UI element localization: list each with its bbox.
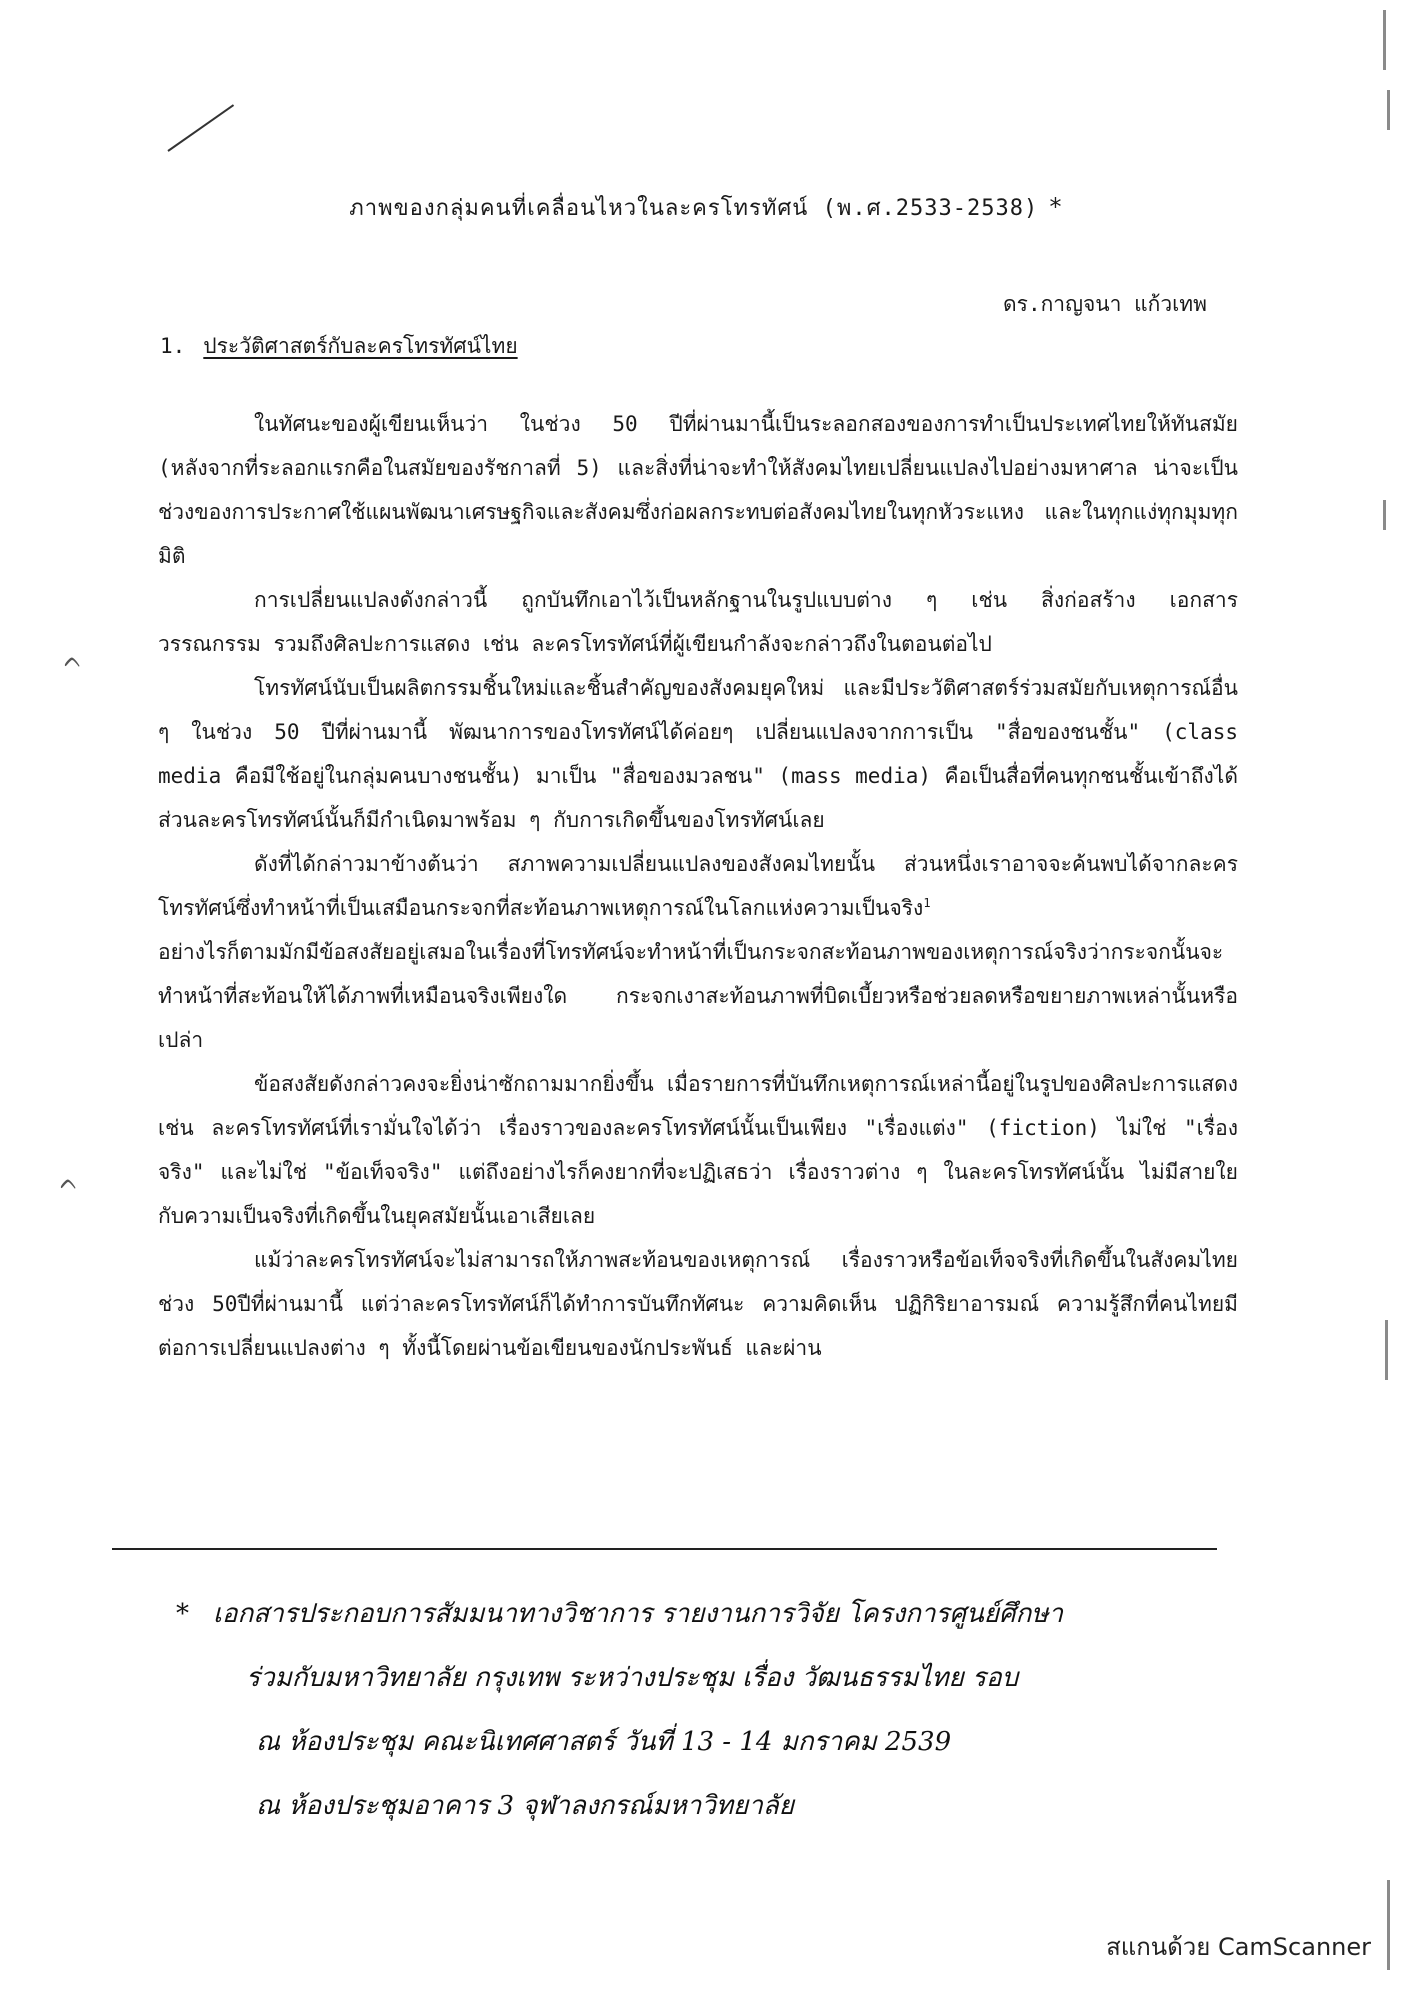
- section-number: 1.: [160, 334, 186, 358]
- footnote-line: ณ ห้องประชุมอาคาร 3 จุฬาลงกรณ์มหาวิทยาลัย: [256, 1791, 794, 1821]
- paragraph: [158, 842, 1238, 930]
- paragraph: ข้อสงสัยดังกล่าวคงจะยิ่งน่าซักถามมากยิ่งขึ้น เมื่อรายการที่บันทึกเหตุการณ์เหล่านี้อยู่ในรูปของศิลปะการแสดง เช่น ละครโทรทัศน์ที่เรามั่นใจได้ว่า เรื่องราวของละครโทรทัศน์นั้นเป็นเพียง "เรื่องแต่ง" (fiction) ไม่ใช่ "เรื่องจริง" และไม่ใช่ "ข้อเท็จจริง" แต่ถึงอย่างไรก็คงยากที่จะปฏิเสธว่า เรื่องราวต่าง ๆ ในละครโทรทัศน์นั้น ไม่มีสายใยกับความเป็นจริงที่เกิดขึ้นในยุคสมัยนั้นเอาเสียเลย: [158, 1072, 1238, 1228]
- paragraph: ในทัศนะของผู้เขียนเห็นว่า ในช่วง 50 ปีที่ผ่านมานี้เป็นระลอกสองของการทำเป็นประเทศไทยให้ทันสมัย (หลังจากที่ระลอกแรกคือในสมัยของรัชกาลที่ 5) และสิ่งที่น่าจะทำให้สังคมไทยเปลี่ยนแปลงไปอย่างมหาศาล น่าจะเป็นช่วงของการประกาศใช้แผนพัฒนาเศรษฐกิจและสังคมซึ่งก่อผลกระทบต่อสังคมไทยในทุกหัวระแหง และในทุกแง่ทุกมุมทุกมิติ: [158, 412, 1238, 568]
- hole-punch-mark: ᨈ: [60, 1170, 79, 1195]
- footnote-asterisk: *: [176, 1599, 189, 1629]
- document-title: [0, 190, 1413, 225]
- footnote-line: ร่วมกับมหาวิทยาลัย กรุงเทพ ระหว่างประชุม เรื่อง วัฒนธรรมไทย รอบ: [246, 1663, 1019, 1693]
- section-title: ประวัติศาสตร์กับละครโทรทัศน์ไทย: [203, 334, 518, 358]
- paragraph: แม้ว่าละครโทรทัศน์จะไม่สามารถให้ภาพสะท้อนของเหตุการณ์ เรื่องราวหรือข้อเท็จจริงที่เกิดขึ้นในสังคมไทยช่วง 50ปีที่ผ่านมานี้ แต่ว่าละครโทรทัศน์ก็ได้ทำการบันทึกทัศนะ ความคิดเห็น ปฏิกิริยาอารมณ์ ความรู้สึกที่คนไทยมีต่อการเปลี่ยนแปลงต่าง ๆ ทั้งนี้โดยผ่านข้อเขียนของนักประพันธ์ และผ่าน: [158, 1248, 1238, 1360]
- body-text: [158, 402, 1238, 1370]
- pen-stroke-mark: [167, 104, 234, 152]
- title-asterisk: *: [1048, 193, 1064, 221]
- section-heading: [160, 330, 518, 363]
- paragraph: อย่างไรก็ตามมักมีข้อสงสัยอยู่เสมอในเรื่องที่โทรทัศน์จะทำหน้าที่เป็นกระจกสะท้อนภาพของเหตุการณ์จริงว่ากระจกนั้นจะทำหน้าที่สะท้อนให้ได้ภาพที่เหมือนจริงเพียงใด กระจกเงาสะท้อนภาพที่บิดเบี้ยวหรือช่วยลดหรือขยายภาพเหล่านั้นหรือเปล่า: [158, 940, 1238, 1052]
- footnote-divider: [112, 1548, 1217, 1550]
- paragraph: การเปลี่ยนแปลงดังกล่าวนี้ ถูกบันทึกเอาไว้เป็นหลักฐานในรูปแบบต่าง ๆ เช่น สิ่งก่อสร้าง เอกสาร วรรณกรรม รวมถึงศิลปะการแสดง เช่น ละครโทรทัศน์ที่ผู้เขียนกำลังจะกล่าวถึงในตอนต่อไป: [158, 588, 1238, 656]
- scan-edge-marks: [1353, 0, 1413, 2000]
- footnote-reference: 1: [923, 896, 931, 910]
- paragraph: โทรทัศน์นับเป็นผลิตกรรมชิ้นใหม่และชิ้นสำคัญของสังคมยุคใหม่ และมีประวัติศาสตร์ร่วมสมัยกับเหตุการณ์อื่น ๆ ในช่วง 50 ปีที่ผ่านมานี้ พัฒนาการของโทรทัศน์ได้ค่อยๆ เปลี่ยนแปลงจากการเป็น "สื่อของชนชั้น" (class media คือมีใช้อยู่ในกลุ่มคนบางชนชั้น) มาเป็น "สื่อของมวลชน" (mass media) คือเป็นสื่อที่คนทุกชนชั้นเข้าถึงได้ ส่วนละครโทรทัศน์นั้นก็มีกำเนิดมาพร้อม ๆ กับการเกิดขึ้นของโทรทัศน์เลย: [158, 676, 1238, 832]
- handwritten-footnote: [176, 1582, 1256, 1838]
- camscanner-watermark: สแกนด้วย CamScanner: [1106, 1933, 1371, 1961]
- title-text: ภาพของกลุ่มคนที่เคลื่อนไหวในละครโทรทัศน์ (พ.ศ.2533-2538): [349, 196, 1039, 221]
- paragraph-text: ดังที่ได้กล่าวมาข้างต้นว่า สภาพความเปลี่ยนแปลงของสังคมไทยนั้น ส่วนหนึ่งเราอาจจะค้นพบได้จากละครโทรทัศน์ซึ่งทำหน้าที่เป็นเสมือนกระจกที่สะท้อนภาพเหตุการณ์ในโลกแห่งความเป็นจริง: [158, 852, 1238, 920]
- hole-punch-mark: ᨈ: [64, 648, 83, 673]
- footnote-line: ณ ห้องประชุม คณะนิเทศศาสตร์ วันที่ 13 - 14 มกราคม 2539: [256, 1727, 952, 1757]
- footnote-line: * เอกสารประกอบการสัมมนาทางวิชาการ รายงานการวิจัย โครงการศูนย์ศึกษา: [176, 1599, 1063, 1629]
- author-name: ดร.กาญจนา แก้วเทพ: [1003, 292, 1207, 316]
